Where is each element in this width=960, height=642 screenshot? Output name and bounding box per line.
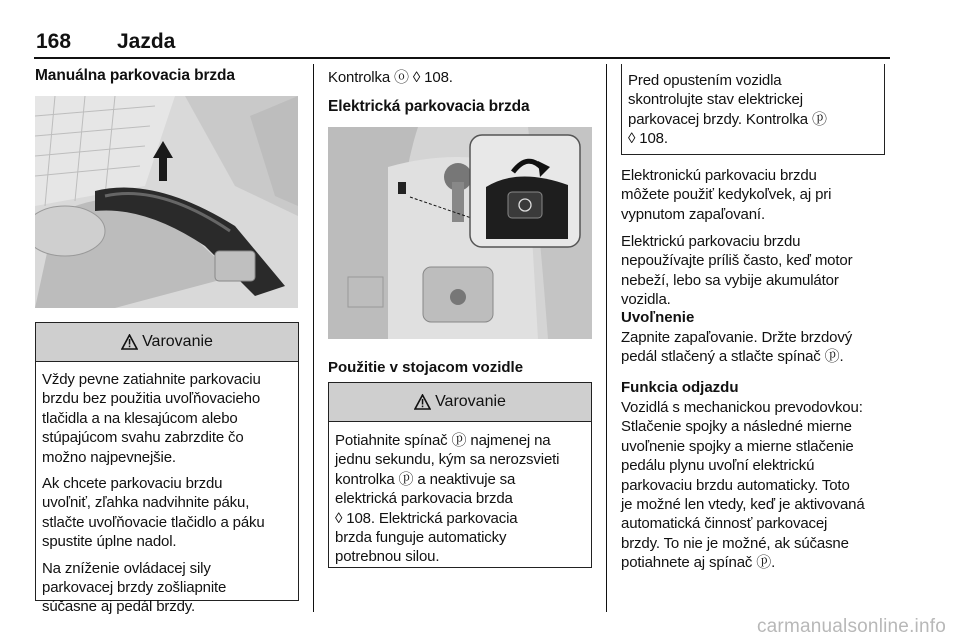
text-line: Potiahnite spínač ⓟ najmenej na	[335, 432, 551, 449]
console-drawing	[328, 127, 592, 339]
electric-brake-illustration	[328, 127, 592, 339]
text-line: Pred opustením vozidla	[628, 72, 782, 89]
warning-paragraph-3	[42, 559, 292, 617]
text-line: potiahnete aj spínač ⓟ.	[621, 554, 776, 572]
text-line: parkovacej brzdy zošliapnite	[42, 579, 227, 597]
text-line: jednu sekundu, kým sa nerozsvieti	[335, 451, 560, 469]
indicator-reference: Kontrolka ⓞ ◊ 108.	[328, 69, 453, 86]
heading-manual-brake: Manuálna parkovacia brzda	[35, 67, 235, 84]
heading-release: Uvoľnenie	[621, 309, 695, 326]
heading-electric-brake: Elektrická parkovacia brzda	[328, 98, 530, 115]
text-line: ◊ 108. Elektrická parkovacia	[335, 509, 518, 527]
paragraph-departure	[621, 398, 865, 573]
text-line: nepoužívajte príliš často, keď motor	[621, 252, 853, 270]
text-line: elektrická parkovacia brzda	[335, 490, 513, 508]
text-line: Elektrickú parkovaciu brzdu	[621, 233, 801, 250]
text-line: stúpajúcom svahu zabrzdite čo	[42, 429, 244, 447]
text-line: Elektronickú parkovaciu brzdu	[621, 167, 817, 184]
text-line: možno najpevnejšie.	[42, 448, 176, 466]
text-line: potrebnou silou.	[335, 548, 440, 566]
text-line: vozidla.	[621, 291, 671, 309]
text-line: súčasne aj pedál brzdy.	[42, 598, 196, 616]
header-rule	[34, 57, 890, 59]
text-line: Na zníženie ovládacej sily	[42, 559, 211, 577]
notice-box	[621, 64, 885, 155]
warning-triangle-icon	[121, 334, 138, 350]
text-line: pedálu plynu uvoľní elektrickú	[621, 457, 815, 475]
text-line: brzdy. To nie je možné, ak súčasne	[621, 534, 849, 552]
warning-box-electric	[328, 382, 592, 568]
warning-triangle-icon	[414, 394, 431, 410]
warning-box-manual	[35, 322, 299, 616]
paragraph-electronic	[621, 166, 831, 224]
text-line: Ak chcete parkovaciu brzdu	[42, 475, 223, 493]
text-line: spustite úplne nadol.	[42, 533, 177, 551]
subheading-stationary: Použitie v stojacom vozidle	[328, 359, 524, 376]
page-number: 168	[36, 30, 72, 53]
text-line: stlačte uvoľňovacie tlačidlo a páku	[42, 513, 265, 531]
text-line: Stlačenie spojky a následné mierne	[621, 418, 852, 436]
text-line: kontrolka ⓟ a neaktivuje sa	[335, 470, 516, 488]
paragraph-usage	[621, 232, 852, 310]
column-divider-1	[313, 64, 314, 612]
paragraph-release	[621, 328, 852, 367]
text-line: pedál stlačený a stlačte spínač ⓟ.	[621, 348, 844, 366]
text-line: môžete použiť kedykoľvek, aj pri	[621, 186, 832, 204]
heading-departure: Funkcia odjazdu	[621, 379, 739, 396]
text-line: skontrolujte stav elektrickej	[628, 91, 803, 109]
notice-text	[628, 71, 878, 149]
text-line: uvoľniť, zľahka nadvihnite páku,	[42, 494, 250, 512]
handbrake-drawing	[35, 96, 298, 308]
section-title: Jazda	[117, 30, 176, 53]
text-line: Zapnite zapaľovanie. Držte brzdový	[621, 329, 853, 346]
manual-handbrake-illustration	[35, 96, 298, 308]
text-line: brzdu bez použitia uvoľňovacieho	[42, 390, 261, 408]
text-line: ◊ 108.	[628, 130, 668, 148]
text-line: tlačidla a na klesajúcom alebo	[42, 409, 238, 427]
text-line: je možné len vtedy, keď je aktivovaná	[621, 496, 865, 514]
warning-title: Varovanie	[142, 333, 213, 350]
warning-paragraph-2	[42, 474, 292, 552]
text-line: uvoľnenie spojky a mierne stlačenie	[621, 437, 854, 455]
warning-paragraph	[335, 431, 585, 567]
text-line: nebeží, lebo sa vybije akumulátor	[621, 271, 839, 289]
text-line: Vozidlá s mechanickou prevodovkou:	[621, 399, 863, 416]
text-line: brzda funguje automaticky	[335, 529, 507, 547]
watermark: carmanualsonline.info	[756, 616, 946, 637]
column-divider-2	[606, 64, 607, 612]
text-line: parkovaciu brzdu automaticky. Toto	[621, 476, 850, 494]
warning-title: Varovanie	[435, 393, 506, 410]
warning-header	[36, 323, 298, 362]
text-line: Vždy pevne zatiahnite parkovaciu	[42, 371, 261, 388]
warning-paragraph-1	[42, 370, 292, 467]
text-line: parkovacej brzdy. Kontrolka ⓟ	[628, 110, 827, 128]
warning-header	[329, 383, 591, 422]
text-line: automatická činnosť parkovacej	[621, 515, 828, 533]
text-line: vypnutom zapaľovaní.	[621, 205, 765, 223]
